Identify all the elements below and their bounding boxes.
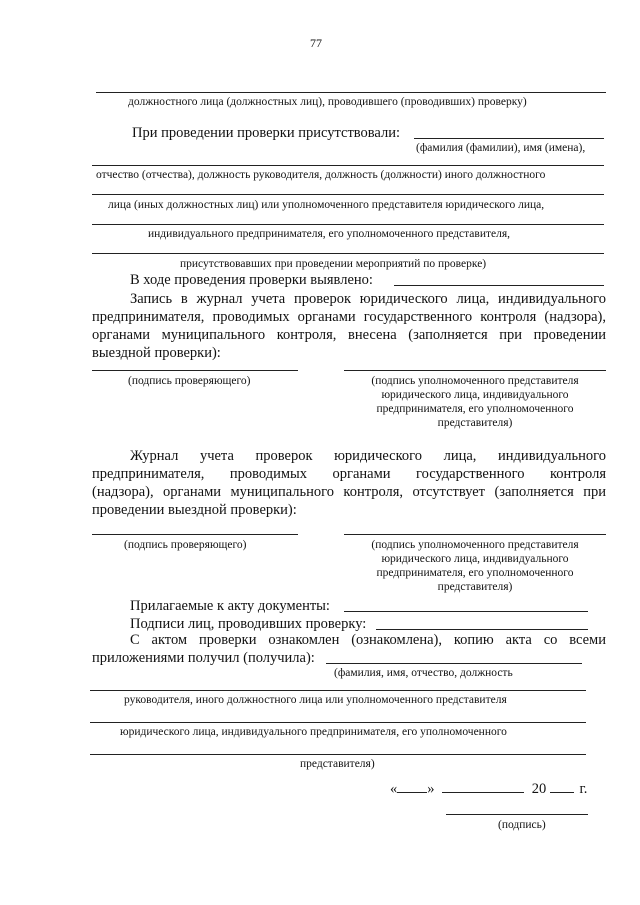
revealed-label: В ходе проведения проверки выявлено: [130,272,373,288]
official-line[interactable] [96,92,606,93]
present-caption-4: индивидуального предпринимателя, его уполномоченного представителя, [148,228,511,240]
acquainted-caption-1: (фамилия, имя, отчество, должность [334,667,513,679]
acquainted-caption-3: юридического лица, индивидуального предпринимателя, его уполномоченного [120,726,507,738]
date-close-quote: » [427,781,435,797]
present-line-2[interactable] [92,165,604,166]
present-label: При проведении проверки присутствовали: [132,125,401,141]
present-caption-5: присутствовавших при проведении мероприятий по проверке) [180,258,487,270]
journal-entry-line-1: Запись в журнал учета проверок юридического лица, индивидуального [130,291,606,307]
sig1-right-caption-3: предпринимателя, его уполномоченного [376,403,574,415]
journal-absent-line-2: предпринимателя, проводимых органами государственного контроля [92,466,606,482]
sig2-left-line[interactable] [92,534,298,535]
sig2-left-caption: (подпись проверяющего) [124,539,247,551]
sig1-right-line[interactable] [344,370,606,371]
present-line-3[interactable] [92,194,604,195]
journal-entry-line-3: органами муниципального контроля, внесена (заполняется при проведении [92,327,606,343]
present-line-5[interactable] [92,253,604,254]
present-caption-3: лица (иных должностных лиц) или уполномоченного представителя юридического лица, [108,199,545,211]
acquainted-line-3[interactable] [90,722,586,723]
journal-absent-line-3: (надзора), органами муниципального контроля, отсутствует (заполняется при [92,484,606,500]
journal-entry-line-2: предпринимателя, проводимых органами государственного контроля (надзора), [92,309,606,325]
attached-label: Прилагаемые к акту документы: [130,598,330,614]
acquainted-line-2: приложениями получил (получила): [92,650,315,666]
final-signature-caption: (подпись) [498,819,546,831]
sig2-right-line[interactable] [344,534,606,535]
acquainted-line-4[interactable] [90,754,586,755]
present-line-4[interactable] [92,224,604,225]
date-suffix: г. [579,781,588,797]
revealed-line[interactable] [394,285,604,286]
acquainted-line-1: С актом проверки ознакомлен (ознакомлена), копию акта со всеми [130,632,606,648]
acquainted-line-2[interactable] [90,690,586,691]
signatures-line[interactable] [376,629,588,630]
present-caption-2: отчество (отчества), должность руководителя, должность (должности) иного должностного [96,169,546,181]
date-day-field[interactable] [397,780,427,793]
present-caption-1: (фамилия (фамилии), имя (имена), [416,142,586,154]
date-open-quote: « [390,781,398,797]
sig2-right-caption-3: предпринимателя, его уполномоченного [376,567,574,579]
sig1-right-caption-1: (подпись уполномоченного представителя [371,375,579,387]
signatures-label: Подписи лиц, проводивших проверку: [130,616,367,632]
sig2-right-caption-4: представителя) [437,581,513,593]
acquainted-line[interactable] [326,663,582,664]
date-year-prefix: 20 [531,781,547,797]
acquainted-caption-4: представителя) [300,758,375,770]
sig2-right-caption-2: юридического лица, индивидуального [381,553,569,565]
page-number: 77 [310,36,322,50]
journal-absent-line-1: Журнал учета проверок юридического лица, индивидуального [130,448,606,464]
sig1-left-caption: (подпись проверяющего) [128,375,251,387]
journal-entry-line-4: выездной проверки): [92,345,221,361]
final-signature-line[interactable] [446,814,588,815]
sig1-left-line[interactable] [92,370,298,371]
sig1-right-caption-2: юридического лица, индивидуального [381,389,569,401]
sig2-right-caption-1: (подпись уполномоченного представителя [371,539,579,551]
date-line [390,780,587,798]
official-caption: должностного лица (должностных лиц), проводившего (проводивших) проверку) [128,96,527,108]
present-line[interactable] [414,138,604,139]
date-month-field[interactable] [442,780,524,793]
attached-line[interactable] [344,611,588,612]
acquainted-caption-2: руководителя, иного должностного лица или уполномоченного представителя [124,694,507,706]
date-year-field[interactable] [550,780,574,793]
sig1-right-caption-4: представителя) [437,417,513,429]
journal-absent-line-4: проведении выездной проверки): [92,502,297,518]
